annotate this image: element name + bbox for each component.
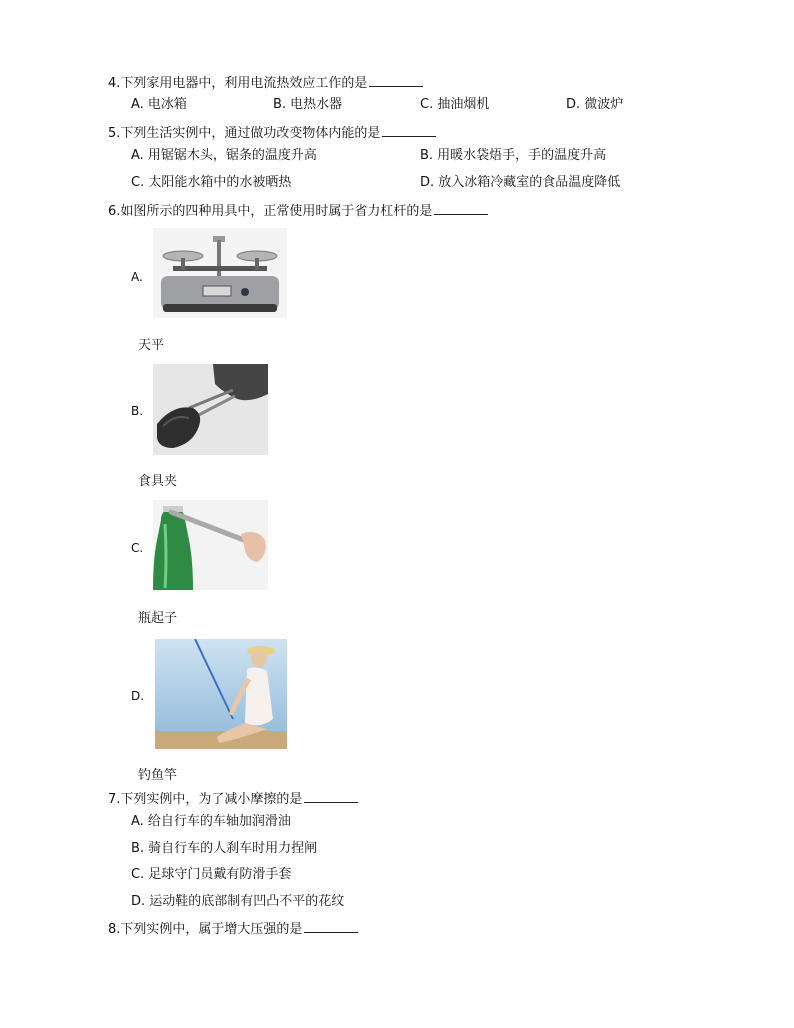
q6-option-d-caption: 钓鱼竿 bbox=[138, 768, 178, 783]
q7-option-b: B. 骑自行车的人刹车时用力捏闸 bbox=[131, 841, 318, 856]
answer-blank[interactable] bbox=[369, 74, 423, 87]
q7-option-a: A. 给自行车的车轴加润滑油 bbox=[131, 814, 291, 829]
balance-scale-image[interactable] bbox=[153, 228, 287, 318]
answer-blank[interactable] bbox=[382, 124, 436, 137]
q6-option-d-label: D. bbox=[131, 689, 145, 703]
question-text: 下列家用电器中，利用电流热效应工作的是 bbox=[120, 76, 368, 91]
fishing-rod-image[interactable] bbox=[155, 639, 287, 749]
q6-option-c-label: C. bbox=[131, 541, 144, 555]
q5-option-c: C. 太阳能水箱中的水被晒热 bbox=[131, 175, 292, 190]
q5-option-b: B. 用暖水袋焐手，手的温度升高 bbox=[420, 148, 607, 163]
food-tongs-icon bbox=[153, 364, 268, 455]
question-text: 下列生活实例中，通过做功改变物体内能的是 bbox=[120, 126, 381, 141]
question-7-stem bbox=[108, 790, 358, 809]
fishing-rod-icon bbox=[155, 639, 287, 749]
answer-blank[interactable] bbox=[304, 920, 358, 933]
question-text: 下列实例中，为了减小摩擦的是 bbox=[120, 792, 303, 807]
bottle-opener-icon bbox=[153, 500, 268, 590]
q6-option-b-caption: 食具夹 bbox=[138, 474, 178, 489]
question-number: 7. bbox=[108, 792, 121, 807]
question-4-stem bbox=[108, 74, 423, 93]
q4-option-c: C. 抽油烟机 bbox=[420, 97, 490, 112]
answer-blank[interactable] bbox=[434, 202, 488, 215]
q5-option-a: A. 用锯锯木头，锯条的温度升高 bbox=[131, 148, 317, 163]
q4-option-d: D. 微波炉 bbox=[566, 97, 624, 112]
question-number: 6. bbox=[108, 204, 121, 219]
q4-option-b: B. 电热水器 bbox=[273, 97, 343, 112]
food-tongs-image[interactable] bbox=[153, 364, 268, 455]
q4-option-a: A. 电冰箱 bbox=[131, 97, 187, 112]
q7-option-d: D. 运动鞋的底部制有凹凸不平的花纹 bbox=[131, 894, 345, 909]
question-text: 下列实例中，属于增大压强的是 bbox=[120, 922, 303, 937]
q6-option-c-caption: 瓶起子 bbox=[138, 611, 178, 626]
question-number: 8. bbox=[108, 922, 121, 937]
question-8-stem bbox=[108, 920, 358, 939]
q5-option-d: D. 放入冰箱冷藏室的食品温度降低 bbox=[420, 175, 621, 190]
q6-option-a-caption: 天平 bbox=[138, 338, 165, 353]
q7-option-c: C. 足球守门员戴有防滑手套 bbox=[131, 867, 292, 882]
answer-blank[interactable] bbox=[304, 790, 358, 803]
question-6-stem bbox=[108, 202, 488, 221]
q6-option-b-label: B. bbox=[131, 404, 144, 418]
question-number: 5. bbox=[108, 126, 121, 141]
question-number: 4. bbox=[108, 76, 121, 91]
question-5-stem bbox=[108, 124, 436, 143]
q6-option-a-label: A. bbox=[131, 270, 143, 284]
bottle-opener-image[interactable] bbox=[153, 500, 268, 590]
balance-scale-icon bbox=[153, 228, 287, 318]
question-text: 如图所示的四种用具中，正常使用时属于省力杠杆的是 bbox=[120, 204, 433, 219]
